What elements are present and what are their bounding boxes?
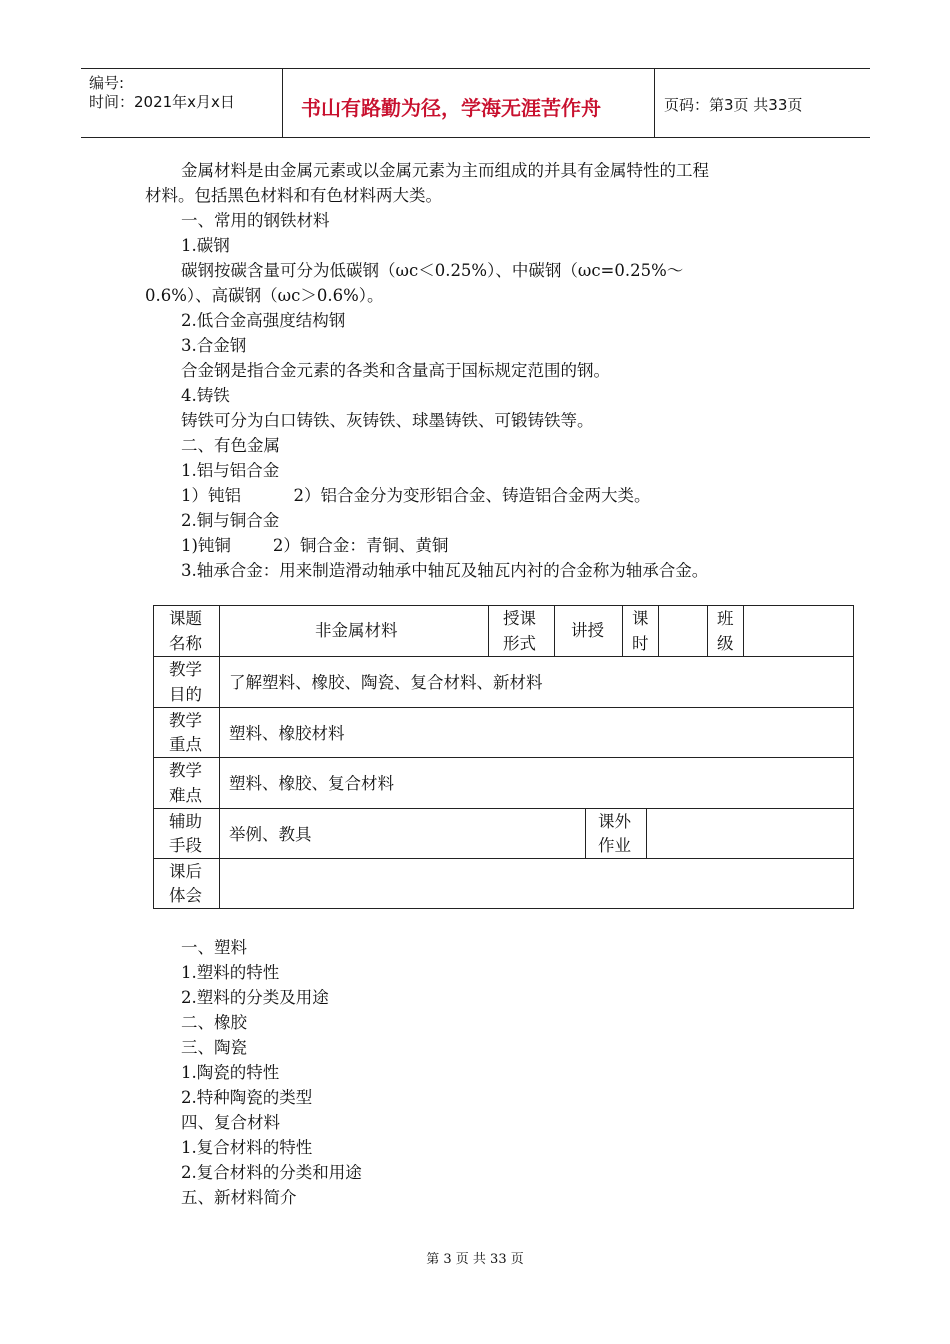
topic-value: 非金属材料 [315, 621, 398, 640]
section-heading: 一、塑料 [181, 938, 247, 957]
difficulty-label: 难点 [169, 786, 202, 805]
key-points-label: 教学 [169, 711, 202, 730]
class-label: 级 [717, 634, 734, 653]
goal-value: 了解塑料、橡胶、陶瓷、复合材料、新材料 [229, 673, 543, 692]
subheading: 3.合金钢 [181, 336, 247, 355]
subheading: 1.复合材料的特性 [181, 1138, 313, 1157]
paragraph-line: 金属材料是由金属元素或以金属元素为主而组成的并具有金属特性的工程 [181, 161, 709, 180]
paragraph-line: 3.轴承合金：用来制造滑动轴承中轴瓦及轴瓦内衬的合金称为轴承合金。 [181, 561, 709, 580]
class-label: 班 [717, 609, 734, 628]
aids-label: 辅助 [169, 812, 202, 831]
paragraph-line: 合金钢是指合金元素的各类和含量高于国标规定范围的钢。 [181, 361, 610, 380]
subheading: 2.塑料的分类及用途 [181, 988, 329, 1007]
reflection-label: 课后 [169, 862, 202, 881]
difficulty-label: 教学 [169, 761, 202, 780]
subheading: 1.碳钢 [181, 236, 230, 255]
paragraph-line: 0.6%）、高碳钢（ωc＞0.6%）。 [145, 286, 384, 305]
subheading: 1.塑料的特性 [181, 963, 280, 982]
header-motto: 书山有路勤为径，学海无涯苦作舟 [301, 96, 601, 120]
page-number-label: 页码：第3页 共33页 [664, 96, 803, 114]
hours-label: 时 [632, 634, 649, 653]
subheading: 4.铸铁 [181, 386, 230, 405]
method-label: 形式 [503, 634, 536, 653]
homework-label: 课外 [598, 812, 631, 831]
doc-number-label: 编号: [89, 74, 125, 92]
page-footer: 第 3 页 共 33 页 [426, 1252, 524, 1267]
goal-label: 目的 [169, 685, 202, 704]
section-heading: 四、复合材料 [181, 1113, 280, 1132]
subheading: 1.铝与铝合金 [181, 461, 280, 480]
header-divider [654, 69, 655, 137]
page-header [81, 68, 870, 138]
section-heading: 二、橡胶 [181, 1013, 247, 1032]
difficulty-value: 塑料、橡胶、复合材料 [229, 774, 394, 793]
hours-label: 课 [632, 609, 649, 628]
topic-label: 名称 [169, 634, 202, 653]
section-heading: 二、有色金属 [181, 436, 280, 455]
topic-label: 课题 [169, 609, 202, 628]
method-label: 授课 [503, 609, 536, 628]
aids-value: 举例、教具 [229, 825, 312, 844]
section-heading: 五、新材料简介 [181, 1188, 297, 1207]
section-heading: 一、常用的钢铁材料 [181, 211, 330, 230]
homework-label: 作业 [598, 836, 631, 855]
subheading: 2.铜与铜合金 [181, 511, 280, 530]
aids-label: 手段 [169, 836, 202, 855]
subheading: 2.特种陶瓷的类型 [181, 1088, 313, 1107]
paragraph-line: 铸铁可分为白口铸铁、灰铸铁、球墨铸铁、可锻铸铁等。 [181, 411, 594, 430]
subheading: 2.复合材料的分类和用途 [181, 1163, 362, 1182]
paragraph-line: 碳钢按碳含量可分为低碳钢（ωc＜0.25%）、中碳钢（ωc=0.25%～ [181, 261, 684, 280]
lesson-plan-table [153, 605, 854, 909]
subheading: 1.陶瓷的特性 [181, 1063, 280, 1082]
paragraph-line: 1）钝铝 2）铝合金分为变形铝合金、铸造铝合金两大类。 [181, 486, 651, 505]
section-heading: 三、陶瓷 [181, 1038, 247, 1057]
header-divider [282, 69, 283, 137]
paragraph-line: 材料。包括黑色材料和有色材料两大类。 [145, 186, 442, 205]
reflection-label: 体会 [169, 886, 202, 905]
key-points-value: 塑料、橡胶材料 [229, 724, 345, 743]
doc-time-label: 时间：2021年x月x日 [89, 93, 235, 111]
method-value: 讲授 [571, 621, 604, 640]
paragraph-line: 1)钝铜 2）铜合金：青铜、黄铜 [181, 536, 449, 555]
key-points-label: 重点 [169, 735, 202, 754]
goal-label: 教学 [169, 660, 202, 679]
subheading: 2.低合金高强度结构钢 [181, 311, 346, 330]
